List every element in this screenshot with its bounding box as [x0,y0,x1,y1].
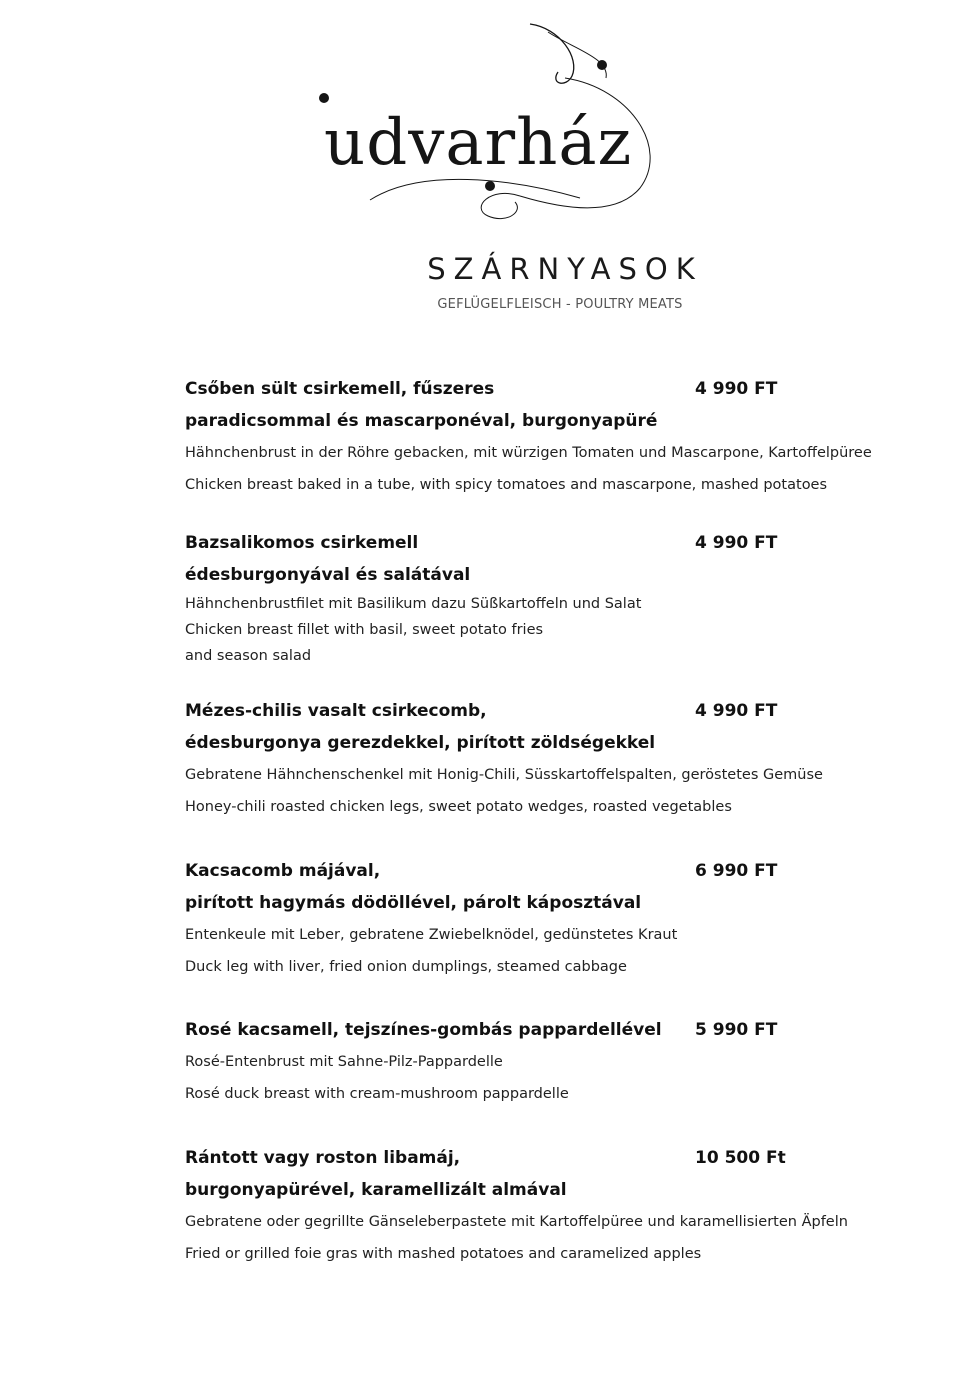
item-desc-en-line1: Chicken breast fillet with basil, sweet potato fries [185,622,544,638]
item-price: 4 990 FT [695,533,778,553]
item-price: 6 990 FT [695,861,778,881]
item-name-line1: Mézes-chilis vasalt csirkecomb, [185,701,487,721]
item-price: 5 990 FT [695,1020,778,1040]
item-name-line2: pirított hagymás dödöllével, párolt káposztával [185,893,642,913]
item-desc-en: Rosé duck breast with cream-mushroom pappardelle [185,1086,569,1102]
item-name-line2: édesburgonya gerezdekkel, pirított zöldségekkel [185,733,656,753]
item-name-line2: paradicsommal és mascarponéval, burgonyapüré [185,411,658,431]
item-name-line1: Rosé kacsamell, tejszínes-gombás pappardellével [185,1020,662,1040]
item-name-line1: Kacsacomb májával, [185,861,381,881]
item-price: 10 500 Ft [695,1148,786,1168]
item-desc-en: Chicken breast baked in a tube, with spicy tomatoes and mascarpone, mashed potatoes [185,477,828,493]
item-desc-de: Gebratene Hähnchenschenkel mit Honig-Chili, Süsskartoffelspalten, geröstetes Gemüse [185,767,823,783]
section-title: SZÁRNYASOK [427,252,703,286]
menu-item [185,1014,905,1110]
menu-item [185,855,905,983]
item-desc-en: Fried or grilled foie gras with mashed potatoes and caramelized apples [185,1246,702,1262]
item-desc-de: Hähnchenbrust in der Röhre gebacken, mit würzigen Tomaten und Mascarpone, Kartoffelpüree [185,445,872,461]
item-desc-en-line2: and season salad [185,648,312,664]
menu-item [185,527,905,669]
item-name-line2: burgonyapürével, karamellizált almával [185,1180,567,1200]
menu-item [185,1142,905,1270]
menu-item [185,373,905,501]
item-name-line2: édesburgonyával és salátával [185,565,471,585]
item-name-line1: Rántott vagy roston libamáj, [185,1148,461,1168]
udvarhaz-logo [310,18,670,228]
item-desc-en: Duck leg with liver, fried onion dumplings, steamed cabbage [185,959,627,975]
item-desc-en: Honey-chili roasted chicken legs, sweet potato wedges, roasted vegetables [185,799,732,815]
item-name-line1: Csőben sült csirkemell, fűszeres [185,379,495,399]
item-desc-de: Gebratene oder gegrillte Gänseleberpastete mit Kartoffelpüree und karamellisierten Äpfeln [185,1214,848,1230]
item-desc-de: Hähnchenbrustfilet mit Basilikum dazu Süßkartoffeln und Salat [185,596,642,612]
menu-item [185,695,905,823]
logo-wordmark: udvarház [324,106,633,180]
item-desc-de: Entenkeule mit Leber, gebratene Zwiebelknödel, gedünstetes Kraut [185,927,678,943]
item-desc-de: Rosé-Entenbrust mit Sahne-Pilz-Pappardelle [185,1054,503,1070]
item-name-line1: Bazsalikomos csirkemell [185,533,419,553]
item-price: 4 990 FT [695,701,778,721]
section-subtitle: GEFLÜGELFLEISCH - POULTRY MEATS [437,297,683,312]
item-price: 4 990 FT [695,379,778,399]
